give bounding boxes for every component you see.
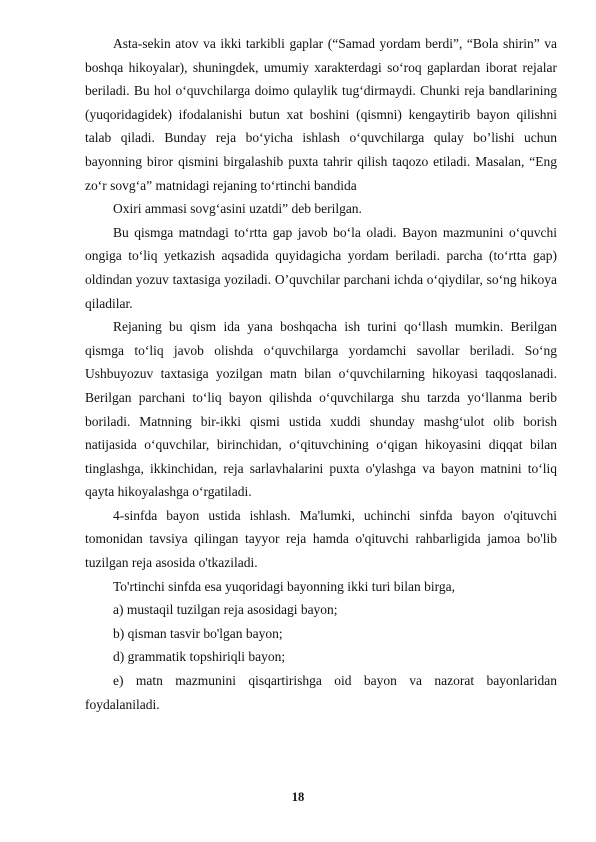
list-item-a: a) mustaqil tuzilgan reja asosidagi bayon;	[113, 602, 338, 618]
page-number: 18	[291, 790, 305, 804]
list-item-b: b) qisman tasvir bo'lgan bayon;	[113, 625, 283, 641]
paragraph-four-sentences: Bu qismga matndagi to‘rtta gap javob bo‘la oladi. Bayon mazmunini o‘quvchi ongiga to‘liq yetkazish aqsadida quyidagicha yordam beriladi. parcha (to‘rtta gap) oldindan yozuv taxtasiga yoziladi. O’quvchilar parchani ichda o‘qiydilar, so‘ng hikoya qiladilar.	[85, 224, 557, 311]
paragraph-plan-intro: Asta-sekin atov va ikki tarkibli gaplar (“Samad yordam berdi”, “Bola shirin” va boshqa hikoyalar), shuningdek, umumiy xarakterdagi so‘roq gaplardan iborat rejalar beriladi. Bu hol o‘quvchilarga doimo qulaylik tug‘dirmaydi. Chunki reja bandlarining (yuqoridagidek) ifodalanishi butun xat boshini (qismni) kengaytirib bayon qilishni talab qiladi. Bunday reja bo‘yicha ishlash o‘quvchilarga qulay bo’lishi uchun bayonning biror qismini birgalashib puxta tahrir qilish taqozo etiladi. Masalan, “Eng zo‘r sovg‘a” matnidagi rejaning to‘rtinchi bandida	[85, 36, 557, 193]
list-item-e: e) matn mazmunini qisqartirishga oid bayon va nazorat bayonlaridan foydalaniladi.	[85, 673, 557, 712]
list-item-d: d) grammatik topshiriqli bayon;	[113, 649, 286, 665]
paragraph-grade-four: 4-sinfda bayon ustida ishlash. Ma'lumki, uchinchi sinfda bayon o'qituvchi tomonidan tavsiya qilingan tayyor reja hamda o'qituvchi rahbarligida jamoa bo'lib tuzilgan reja asosida o'tkaziladi.	[85, 507, 557, 571]
paragraph-plan-example: Oxiri ammasi sovg‘asini uzatdi” deb berilgan.	[113, 201, 362, 217]
paragraph-work-types: Rejaning bu qism ida yana boshqacha ish turini qo‘llash mumkin. Berilgan qismga to‘liq javob olishda o‘quvchilarga yordamchi savollar beriladi. So‘ng Ushbuyozuv taxtasiga yozilgan matn bilan o‘quvchilarning hikoyasi taqqoslanadi. Berilgan parchani to‘liq bayon qilishda o‘quvchilarga shu tarzda yo‘llanma berib boriladi. Matnning bir-ikki qismi ustida xuddi shunday mashg‘ulot olib borish natijasida o‘quvchilar, birinchidan, o‘qituvchining o‘qigan hikoyasini diqqat bilan tinglashga, ikkinchidan, reja sarlavhalarini puxta o'ylashga va bayon matnini to‘liq qayta hikoyalashga o‘rgatiladi.	[85, 319, 557, 500]
paragraph-types-intro: To'rtinchi sinfda esa yuqoridagi bayonning ikki turi bilan birga,	[113, 578, 456, 594]
document-body	[85, 32, 557, 716]
